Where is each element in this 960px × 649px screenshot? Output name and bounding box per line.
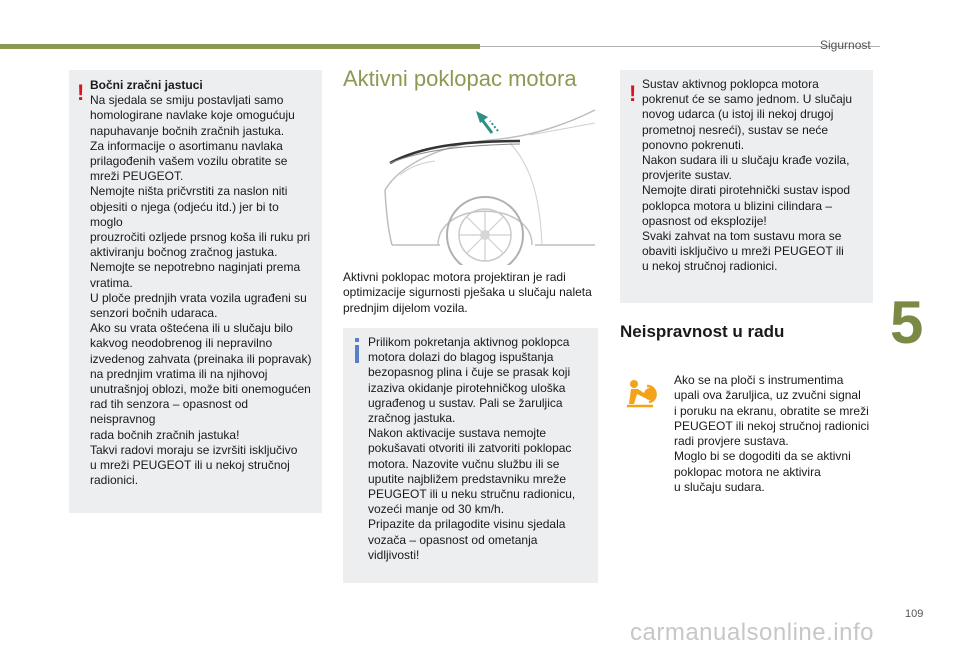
watermark: carmanualsonline.info	[630, 619, 874, 646]
active-hood-heading: Aktivni poklopac motora	[343, 66, 577, 91]
car-hood-illustration	[380, 95, 600, 265]
active-hood-info-text: Prilikom pokretanja aktivnog poklopca motora dolazi do blagog ispuštanja bezopasnog plina i čuje se prasak koji izaziva okidanje pirotehničkog uloška ugrađenog u sustav. Pali se žaruljica zračnog jastuka. Nakon aktivacije sustava nemojte pokušavati otvoriti ili zatvoriti poklopac motora. Nazovite vučnu službu ili se uputite najbližem predstavniku mreže PEUGEOT ili u neku stručnu radionicu, vozeći manje od 30 km/h. Pripazite da prilagodite visinu sjedala vozača – opasnost od ometanja vidljivosti!	[368, 335, 576, 562]
warning-exclamation-icon: !	[77, 80, 85, 105]
active-hood-warning-box	[620, 70, 873, 303]
active-hood-info-box	[343, 328, 598, 583]
header-accent-bar	[0, 44, 480, 49]
active-hood-caption: Aktivni poklopac motora projektiran je radi optimizacije sigurnosti pješaka u slučaju naleta prednjim dijelom vozila.	[343, 270, 592, 315]
side-airbag-warning-box	[69, 70, 322, 513]
malfunction-heading: Neispravnost u radu	[620, 322, 785, 341]
malfunction-text: Ako se na ploči s instrumentima upali ova žaruljica, uz zvučni signal i poruku na ekranu, obratite se mreži PEUGEOT ili nekoj stručnoj radionici radi provjere sustava. Moglo bi se dogoditi da se aktivni poklopac motora ne aktivira u slučaju sudara.	[674, 373, 870, 495]
chapter-number: 5	[890, 289, 924, 356]
page-number: 109	[905, 608, 924, 620]
side-airbag-text: Na sjedala se smiju postavljati samo homologirane navlake koje omogućuju napuhavanje bočnih zračnih jastuka. Za informacije o asortimanu navlaka prilagođenih vašem vozilu obratite se mreži PEUGEOT. Nemojte ništa pričvrstiti za naslon niti objesiti o njega (odjeću itd.) jer bi to moglo prouzročiti ozljede prsnog koša ili ruku pri aktiviranju bočnog zračnog jastuka. Nemojte se nepotrebno naginjati prema vratima. U ploče prednjih vrata vozila ugrađeni su senzori bočnih udaraca. Ako su vrata oštećena ili u slučaju bilo kakvog neodobrenog ili nepravilno izvedenog zahvata (preinaka ili popravak) na prednjim vratima ili na njihovoj unutrašnjoj oblozi, može biti onemogućen rad tih senzora – opasnost od neispravnog rada bočnih zračnih jastuka! Takvi radovi moraju se izvršiti isključivo u mreži PEUGEOT ili u nekoj stručnoj radionici.	[90, 93, 312, 488]
section-title: Sigurnost	[820, 38, 871, 52]
warning-exclamation-icon: !	[629, 81, 637, 106]
info-icon	[355, 345, 359, 363]
side-airbag-title: Bočni zračni jastuci	[90, 78, 203, 92]
airbag-fault-icon	[625, 378, 661, 410]
active-hood-warning-text: Sustav aktivnog poklopca motora pokrenut će se samo jednom. U slučaju novog udarca (u istoj ili nekoj drugoj prometnoj nesreći), sustav se neće ponovno pokrenuti. Nakon sudara ili u slučaju krađe vozila, provjerite sustav. Nemojte dirati pirotehnički sustav ispod poklopca motora u blizini cilindara – opasnost od eksplozije! Svaki zahvat na tom sustavu mora se obaviti isključivo u mreži PEUGEOT ili u nekoj stručnoj radionici.	[642, 77, 853, 274]
